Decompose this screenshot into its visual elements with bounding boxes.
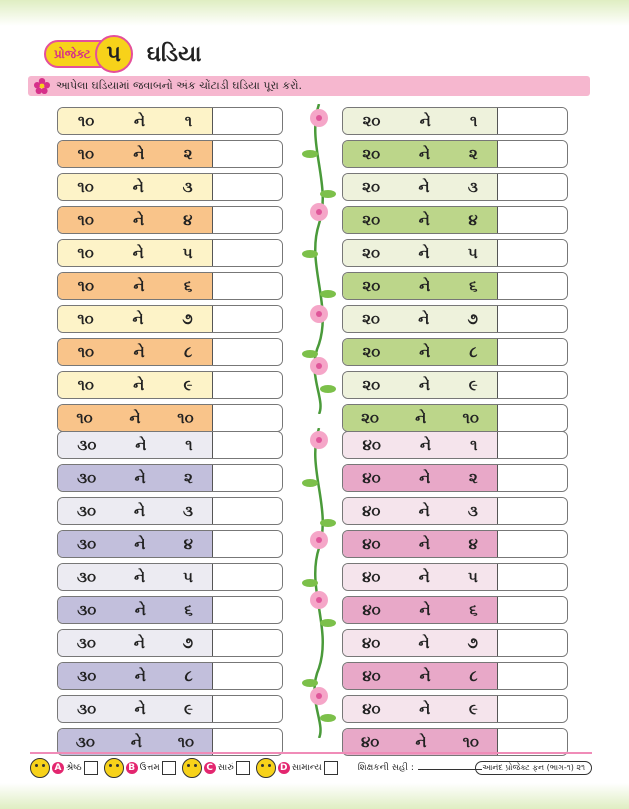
base-number: ૧૦ bbox=[77, 145, 94, 163]
base-number: ૨૦ bbox=[362, 244, 381, 262]
base-number: ૩૦ bbox=[77, 436, 97, 454]
joiner-word: ને bbox=[415, 409, 427, 427]
joiner-word: ને bbox=[415, 733, 427, 751]
flower-vine-icon bbox=[296, 428, 342, 738]
grade-label: શ્રેષ્ઠ bbox=[66, 763, 82, 773]
multiplier-number: ૨ bbox=[183, 145, 193, 163]
joiner-word: ને bbox=[132, 211, 145, 229]
answer-box[interactable] bbox=[213, 174, 282, 200]
base-number: ૪૦ bbox=[362, 601, 381, 619]
answer-box[interactable] bbox=[498, 141, 567, 167]
multiplier-number: ૧ bbox=[185, 436, 193, 454]
answer-box[interactable] bbox=[498, 240, 567, 266]
multiplication-expression bbox=[58, 597, 213, 623]
base-number: ૩૦ bbox=[75, 733, 95, 751]
multiplication-expression bbox=[343, 663, 498, 689]
multiplication-expression bbox=[343, 174, 498, 200]
page-header bbox=[44, 36, 202, 72]
multiplier-number: ૬ bbox=[183, 277, 193, 295]
grade-checkbox[interactable] bbox=[162, 761, 176, 775]
page-number: ૨૧ bbox=[576, 763, 585, 772]
flower-icon bbox=[34, 78, 50, 94]
joiner-word: ને bbox=[418, 145, 431, 163]
answer-box[interactable] bbox=[213, 663, 282, 689]
multiplier-number: ૯ bbox=[183, 700, 193, 718]
multiplication-expression bbox=[343, 465, 498, 491]
teacher-signature bbox=[358, 763, 482, 773]
joiner-word: ને bbox=[135, 436, 147, 454]
multiplication-expression bbox=[58, 372, 213, 398]
multiplication-expression bbox=[343, 339, 498, 365]
multiplier-number: ૬ bbox=[469, 601, 478, 619]
table-row bbox=[342, 497, 568, 525]
multiplier-number: ૮ bbox=[469, 343, 478, 361]
answer-box[interactable] bbox=[498, 531, 567, 557]
joiner-word: ને bbox=[133, 634, 145, 652]
multiplication-expression bbox=[58, 498, 213, 524]
base-number: ૧૦ bbox=[77, 211, 94, 229]
joiner-word: ને bbox=[132, 178, 144, 196]
base-number: ૩૦ bbox=[76, 568, 97, 586]
multiplier-number: ૮ bbox=[184, 667, 193, 685]
base-number: ૨૦ bbox=[362, 145, 381, 163]
joiner-word: ને bbox=[418, 568, 430, 586]
joiner-word: ને bbox=[418, 535, 431, 553]
table-block-10 bbox=[57, 107, 283, 437]
joiner-word: ને bbox=[418, 244, 430, 262]
grade-checkbox[interactable] bbox=[84, 761, 98, 775]
joiner-word: ને bbox=[133, 502, 146, 520]
project-label: પ્રોજેક્ટ bbox=[44, 40, 101, 68]
multiplier-number: ૧ bbox=[184, 112, 193, 130]
smiley-face-icon bbox=[182, 758, 202, 778]
table-row bbox=[342, 464, 568, 492]
grade-label: સામાન્ય bbox=[291, 763, 322, 773]
answer-box[interactable] bbox=[498, 108, 567, 134]
multiplication-expression bbox=[58, 564, 213, 590]
multiplication-expression bbox=[343, 498, 498, 524]
table-row bbox=[57, 662, 283, 690]
table-row bbox=[57, 206, 283, 234]
page-footer bbox=[30, 752, 592, 782]
base-number: ૪૦ bbox=[362, 469, 381, 487]
page-credit bbox=[475, 761, 592, 775]
table-row bbox=[342, 206, 568, 234]
multiplication-expression bbox=[58, 696, 213, 722]
multiplication-expression bbox=[343, 564, 498, 590]
base-number: ૧૦ bbox=[76, 409, 93, 427]
table-row bbox=[342, 239, 568, 267]
multiplication-expression bbox=[58, 207, 213, 233]
table-block-20 bbox=[342, 107, 568, 437]
table-row bbox=[342, 662, 568, 690]
smiley-face-icon bbox=[256, 758, 276, 778]
base-number: ૧૦ bbox=[77, 244, 94, 262]
answer-box[interactable] bbox=[213, 531, 282, 557]
multiplier-number: ૪ bbox=[183, 211, 193, 229]
table-row bbox=[342, 530, 568, 558]
base-number: ૩૦ bbox=[77, 667, 97, 685]
base-number: ૨૦ bbox=[362, 211, 381, 229]
joiner-word: ને bbox=[418, 502, 430, 520]
table-block-40 bbox=[342, 431, 568, 761]
multiplication-expression bbox=[58, 174, 213, 200]
multiplication-expression bbox=[58, 405, 213, 431]
base-number: ૧૦ bbox=[77, 178, 94, 196]
grade-label: ઉત્તમ bbox=[139, 763, 160, 773]
credit-text: આનંદ પ્રોજેક્ટ ફન (ભાગ-૧) bbox=[482, 763, 574, 772]
answer-box[interactable] bbox=[498, 372, 567, 398]
grade-checkbox[interactable] bbox=[324, 761, 338, 775]
multiplier-number: ૫ bbox=[468, 568, 478, 586]
flower-vine-icon bbox=[296, 104, 342, 414]
answer-box[interactable] bbox=[498, 696, 567, 722]
joiner-word: ને bbox=[129, 409, 141, 427]
multiplication-expression bbox=[58, 141, 213, 167]
table-row bbox=[57, 239, 283, 267]
base-number: ૪૦ bbox=[362, 700, 381, 718]
multiplier-number: ૪ bbox=[468, 211, 478, 229]
instruction-bar bbox=[28, 76, 590, 96]
table-row bbox=[57, 140, 283, 168]
base-number: ૪૦ bbox=[362, 535, 381, 553]
answer-box[interactable] bbox=[213, 696, 282, 722]
answer-box[interactable] bbox=[213, 465, 282, 491]
table-row bbox=[342, 431, 568, 459]
base-number: ૨૦ bbox=[362, 112, 381, 130]
answer-box[interactable] bbox=[213, 432, 282, 458]
base-number: ૨૦ bbox=[362, 310, 380, 328]
multiplication-expression bbox=[343, 432, 498, 458]
table-row bbox=[57, 596, 283, 624]
multiplication-expression bbox=[343, 696, 498, 722]
grade-item bbox=[182, 758, 250, 778]
answer-box[interactable] bbox=[498, 498, 567, 524]
multiplication-expression bbox=[58, 531, 213, 557]
grade-letter: C bbox=[204, 762, 216, 774]
table-row bbox=[342, 140, 568, 168]
joiner-word: ને bbox=[132, 244, 144, 262]
answer-box[interactable] bbox=[213, 498, 282, 524]
multiplication-expression bbox=[343, 240, 498, 266]
base-number: ૪૦ bbox=[362, 667, 381, 685]
multiplication-expression bbox=[58, 108, 213, 134]
multiplication-expression bbox=[58, 273, 213, 299]
answer-box[interactable] bbox=[498, 564, 567, 590]
multiplication-expression bbox=[58, 432, 213, 458]
multiplier-number: ૪ bbox=[468, 535, 478, 553]
grade-letter: B bbox=[126, 762, 138, 774]
joiner-word: ને bbox=[419, 277, 431, 295]
multiplier-number: ૪ bbox=[183, 535, 193, 553]
table-block-30 bbox=[57, 431, 283, 761]
joiner-word: ને bbox=[132, 310, 144, 328]
table-row bbox=[342, 173, 568, 201]
base-number: ૪૦ bbox=[362, 436, 381, 454]
joiner-word: ને bbox=[133, 277, 145, 295]
project-number: ૫ bbox=[95, 35, 133, 73]
grade-item bbox=[104, 758, 176, 778]
base-number: ૨૦ bbox=[362, 277, 381, 295]
multiplier-number: ૭ bbox=[467, 634, 478, 652]
joiner-word: ને bbox=[418, 376, 431, 394]
answer-box[interactable] bbox=[213, 630, 282, 656]
multiplication-expression bbox=[343, 597, 498, 623]
multiplication-expression bbox=[343, 306, 498, 332]
smiley-face-icon bbox=[104, 758, 124, 778]
answer-box[interactable] bbox=[498, 465, 567, 491]
table-row bbox=[57, 695, 283, 723]
joiner-word: ને bbox=[419, 469, 431, 487]
table-row bbox=[57, 173, 283, 201]
grade-letter: D bbox=[278, 762, 290, 774]
base-number: ૧૦ bbox=[77, 343, 95, 361]
multiplier-number: ૯ bbox=[468, 376, 478, 394]
grade-item bbox=[256, 758, 338, 778]
base-number: ૩૦ bbox=[76, 502, 96, 520]
multiplier-number: ૯ bbox=[468, 700, 478, 718]
multiplier-number: ૩ bbox=[182, 178, 193, 196]
base-number: ૨૦ bbox=[361, 409, 379, 427]
table-row bbox=[342, 404, 568, 432]
multiplier-number: ૬ bbox=[184, 601, 193, 619]
table-row bbox=[57, 563, 283, 591]
grade-letter: A bbox=[52, 762, 64, 774]
base-number: ૩૦ bbox=[77, 700, 97, 718]
multiplication-expression bbox=[343, 372, 498, 398]
multiplication-expression bbox=[58, 339, 213, 365]
joiner-word: ને bbox=[418, 634, 430, 652]
base-number: ૧૦ bbox=[77, 277, 95, 295]
base-number: ૪૦ bbox=[362, 568, 381, 586]
base-number: ૩૦ bbox=[77, 601, 97, 619]
joiner-word: ને bbox=[133, 112, 146, 130]
grade-list bbox=[30, 758, 344, 778]
joiner-word: ને bbox=[419, 343, 431, 361]
table-row bbox=[342, 371, 568, 399]
multiplier-number: ૧૦ bbox=[462, 409, 479, 427]
table-row bbox=[342, 107, 568, 135]
table-row bbox=[342, 596, 568, 624]
table-row bbox=[342, 563, 568, 591]
joiner-word: ને bbox=[419, 667, 431, 685]
table-row bbox=[57, 371, 283, 399]
base-number: ૨૦ bbox=[362, 178, 380, 196]
table-row bbox=[342, 629, 568, 657]
multiplier-number: ૨ bbox=[468, 469, 478, 487]
table-row bbox=[57, 431, 283, 459]
joiner-word: ને bbox=[134, 469, 146, 487]
multiplier-number: ૫ bbox=[182, 244, 193, 262]
table-row bbox=[57, 530, 283, 558]
signature-line[interactable] bbox=[418, 769, 482, 770]
table-row bbox=[57, 497, 283, 525]
base-number: ૪૦ bbox=[362, 634, 381, 652]
joiner-word: ને bbox=[134, 700, 146, 718]
grade-checkbox[interactable] bbox=[236, 761, 250, 775]
answer-box[interactable] bbox=[213, 597, 282, 623]
joiner-word: ને bbox=[133, 376, 145, 394]
multiplication-expression bbox=[343, 630, 498, 656]
table-row bbox=[342, 338, 568, 366]
answer-box[interactable] bbox=[498, 207, 567, 233]
answer-box[interactable] bbox=[498, 273, 567, 299]
multiplier-number: ૨ bbox=[468, 145, 478, 163]
answer-box[interactable] bbox=[498, 432, 567, 458]
answer-box[interactable] bbox=[213, 372, 282, 398]
joiner-word: ને bbox=[418, 178, 430, 196]
answer-box[interactable] bbox=[213, 108, 282, 134]
multiplier-number: ૭ bbox=[182, 634, 194, 652]
joiner-word: ને bbox=[130, 733, 142, 751]
multiplier-number: ૧૦ bbox=[462, 733, 479, 751]
multiplication-expression bbox=[343, 273, 498, 299]
answer-box[interactable] bbox=[213, 564, 282, 590]
base-number: ૩૦ bbox=[77, 469, 97, 487]
joiner-word: ને bbox=[133, 145, 145, 163]
answer-box[interactable] bbox=[213, 339, 282, 365]
answer-box[interactable] bbox=[213, 273, 282, 299]
multiplier-number: ૩ bbox=[467, 178, 478, 196]
answer-box[interactable] bbox=[213, 306, 282, 332]
multiplication-expression bbox=[58, 630, 213, 656]
answer-box[interactable] bbox=[213, 405, 282, 431]
base-number: ૨૦ bbox=[362, 376, 381, 394]
multiplier-number: ૧ bbox=[470, 436, 478, 454]
multiplication-expression bbox=[343, 531, 498, 557]
table-row bbox=[57, 404, 283, 432]
table-row bbox=[57, 464, 283, 492]
page-title: ઘડિયા bbox=[146, 41, 202, 67]
multiplier-number: ૫ bbox=[183, 568, 193, 586]
answer-box[interactable] bbox=[498, 663, 567, 689]
multiplier-number: ૮ bbox=[184, 343, 193, 361]
teacher-sign-label: શિક્ષકની સહી : bbox=[357, 763, 414, 773]
multiplier-number: ૨ bbox=[184, 469, 193, 487]
answer-box[interactable] bbox=[498, 630, 567, 656]
joiner-word: ને bbox=[134, 601, 146, 619]
joiner-word: ને bbox=[134, 667, 146, 685]
joiner-word: ને bbox=[133, 343, 145, 361]
multiplication-expression bbox=[58, 240, 213, 266]
table-row bbox=[57, 272, 283, 300]
base-number: ૧૦ bbox=[77, 376, 94, 394]
base-number: ૩૦ bbox=[77, 535, 97, 553]
multiplier-number: ૭ bbox=[467, 310, 478, 328]
multiplier-number: ૧૦ bbox=[177, 409, 194, 427]
grade-item bbox=[30, 758, 98, 778]
multiplication-expression bbox=[343, 108, 498, 134]
joiner-word: ને bbox=[134, 535, 146, 553]
multiplier-number: ૭ bbox=[182, 310, 193, 328]
base-number: ૨૦ bbox=[362, 343, 381, 361]
instruction-text: આપેલા ઘડિયામાં જવાબનો અંક ચોંટાડી ઘડિયા પૂરા કરો. bbox=[56, 79, 303, 92]
multiplier-number: ૬ bbox=[469, 277, 478, 295]
multiplier-number: ૧ bbox=[470, 112, 478, 130]
multiplier-number: ૮ bbox=[469, 667, 478, 685]
base-number: ૧૦ bbox=[77, 112, 95, 130]
joiner-word: ને bbox=[133, 568, 146, 586]
multiplication-expression bbox=[343, 141, 498, 167]
multiplier-number: ૯ bbox=[183, 376, 193, 394]
joiner-word: ને bbox=[419, 436, 432, 454]
base-number: ૪૦ bbox=[361, 733, 380, 751]
table-row bbox=[342, 272, 568, 300]
multiplier-number: ૩ bbox=[183, 502, 194, 520]
grade-label: સારું bbox=[217, 763, 234, 773]
base-number: ૪૦ bbox=[362, 502, 381, 520]
multiplication-expression bbox=[58, 663, 213, 689]
table-row bbox=[57, 107, 283, 135]
base-number: ૧૦ bbox=[77, 310, 94, 328]
multiplier-number: ૧૦ bbox=[177, 733, 195, 751]
multiplier-number: ૩ bbox=[467, 502, 478, 520]
answer-box[interactable] bbox=[213, 207, 282, 233]
answer-box[interactable] bbox=[498, 597, 567, 623]
joiner-word: ને bbox=[418, 211, 430, 229]
answer-box[interactable] bbox=[498, 339, 567, 365]
multiplier-number: ૫ bbox=[467, 244, 478, 262]
joiner-word: ને bbox=[419, 112, 431, 130]
answer-box[interactable] bbox=[498, 306, 567, 332]
multiplication-expression bbox=[58, 306, 213, 332]
table-row bbox=[57, 338, 283, 366]
table-row bbox=[57, 629, 283, 657]
answer-box[interactable] bbox=[213, 240, 282, 266]
table-row bbox=[342, 695, 568, 723]
answer-box[interactable] bbox=[213, 141, 282, 167]
answer-box[interactable] bbox=[498, 174, 567, 200]
table-row bbox=[57, 305, 283, 333]
answer-box[interactable] bbox=[498, 405, 567, 431]
multiplication-expression bbox=[343, 207, 498, 233]
multiplication-expression bbox=[343, 405, 498, 431]
base-number: ૩૦ bbox=[76, 634, 96, 652]
table-row bbox=[342, 305, 568, 333]
joiner-word: ને bbox=[419, 601, 431, 619]
joiner-word: ને bbox=[418, 310, 430, 328]
smiley-face-icon bbox=[30, 758, 50, 778]
joiner-word: ને bbox=[419, 700, 431, 718]
multiplication-expression bbox=[58, 465, 213, 491]
